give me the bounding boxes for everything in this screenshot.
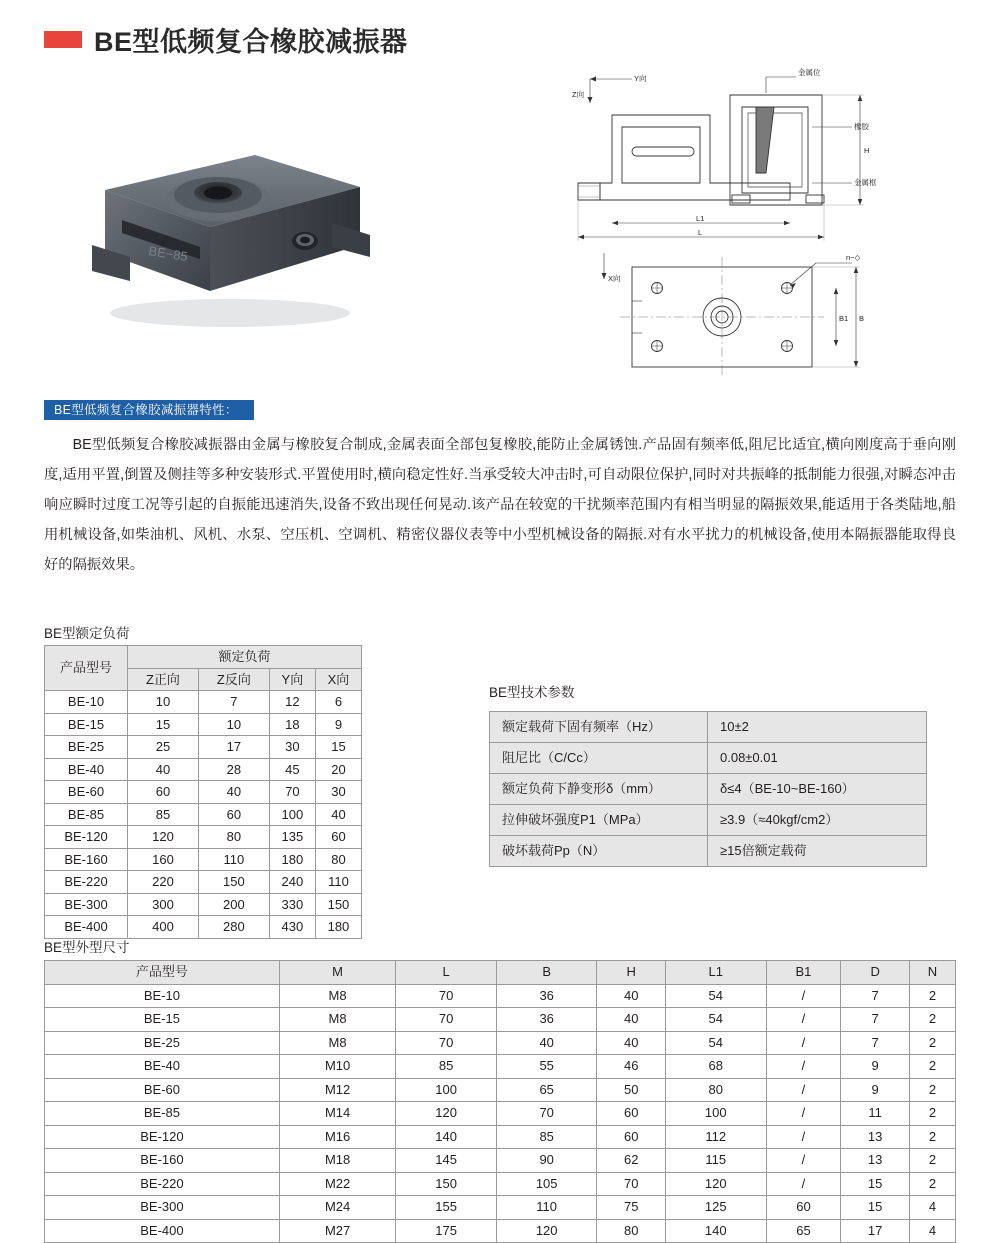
cell-model: BE-300 xyxy=(45,1196,280,1220)
cell-value: / xyxy=(766,1125,841,1149)
cell-param-name: 破坏载荷Pp（N） xyxy=(490,836,708,867)
cell-value: 60 xyxy=(597,1102,666,1126)
cell-value: 180 xyxy=(269,848,315,871)
cell-value: 36 xyxy=(496,1008,597,1032)
cell-param-value: δ≤4（BE-10~BE-160） xyxy=(708,774,927,805)
cell-value: 50 xyxy=(597,1078,666,1102)
cell-value: 40 xyxy=(315,803,361,826)
cell-value: 70 xyxy=(396,984,497,1008)
table-header-row xyxy=(45,961,956,985)
table-row xyxy=(45,893,362,916)
cell-value: 40 xyxy=(597,984,666,1008)
table-row xyxy=(45,1031,956,1055)
cell-value: 20 xyxy=(315,758,361,781)
cell-value: 17 xyxy=(198,736,269,759)
cell-value: 18 xyxy=(269,713,315,736)
cell-model: BE-25 xyxy=(45,736,128,759)
cell-value: 60 xyxy=(597,1125,666,1149)
cell-value: 2 xyxy=(909,1172,955,1196)
cell-model: BE-400 xyxy=(45,916,128,939)
cell-value: 40 xyxy=(198,781,269,804)
cell-value: / xyxy=(766,1149,841,1173)
cell-value: 70 xyxy=(269,781,315,804)
svg-text:n−◇: n−◇ xyxy=(846,253,861,262)
header-group-load: 额定负荷 xyxy=(128,646,362,669)
cell-value: 4 xyxy=(909,1219,955,1243)
cell-value: 15 xyxy=(841,1172,910,1196)
rated-load-table xyxy=(44,645,362,939)
cell-value: 100 xyxy=(396,1078,497,1102)
svg-text:L1: L1 xyxy=(696,214,705,223)
cell-value: 100 xyxy=(269,803,315,826)
header-h: H xyxy=(597,961,666,985)
cell-model: BE-160 xyxy=(45,1149,280,1173)
cell-value: 65 xyxy=(496,1078,597,1102)
cell-value: 430 xyxy=(269,916,315,939)
cell-value: 54 xyxy=(665,984,766,1008)
cell-value: 2 xyxy=(909,1102,955,1126)
cell-value: 80 xyxy=(597,1219,666,1243)
cell-value: M10 xyxy=(279,1055,395,1079)
tech-params-caption: BE型技术参数 xyxy=(489,685,575,700)
cell-value: 54 xyxy=(665,1031,766,1055)
header-y: Y向 xyxy=(269,668,315,691)
table-row xyxy=(45,871,362,894)
header-b1: B1 xyxy=(766,961,841,985)
cell-model: BE-15 xyxy=(45,1008,280,1032)
cell-param-value: 10±2 xyxy=(708,712,927,743)
cell-value: 220 xyxy=(128,871,199,894)
cell-value: 200 xyxy=(198,893,269,916)
table-row xyxy=(45,916,362,939)
cell-value: 62 xyxy=(597,1149,666,1173)
cell-value: 4 xyxy=(909,1196,955,1220)
header-l: L xyxy=(396,961,497,985)
cell-value: 140 xyxy=(665,1219,766,1243)
header-n: N xyxy=(909,961,955,985)
svg-text:X向: X向 xyxy=(608,274,621,283)
cell-value: 7 xyxy=(841,984,910,1008)
cell-value: 2 xyxy=(909,1078,955,1102)
dimensions-table xyxy=(44,960,956,1243)
table-row xyxy=(45,848,362,871)
cell-value: 80 xyxy=(198,826,269,849)
svg-text:L: L xyxy=(698,228,703,237)
header-b: B xyxy=(496,961,597,985)
cell-value: 150 xyxy=(396,1172,497,1196)
cell-model: BE-120 xyxy=(45,1125,280,1149)
cell-value: 90 xyxy=(496,1149,597,1173)
product-photo xyxy=(70,95,390,355)
svg-text:B: B xyxy=(859,314,865,323)
feature-band-title: BE型低频复合橡胶减振器特性： xyxy=(44,400,254,420)
cell-value: 40 xyxy=(128,758,199,781)
cell-value: 30 xyxy=(269,736,315,759)
cell-value: 125 xyxy=(665,1196,766,1220)
cell-value: 2 xyxy=(909,1125,955,1149)
cell-value: 36 xyxy=(496,984,597,1008)
table-row xyxy=(45,781,362,804)
cell-value: 105 xyxy=(496,1172,597,1196)
header-m: M xyxy=(279,961,395,985)
cell-value: 330 xyxy=(269,893,315,916)
cell-value: 160 xyxy=(128,848,199,871)
cell-model: BE-85 xyxy=(45,1102,280,1126)
svg-text:橡胶: 橡胶 xyxy=(854,122,869,131)
header-d: D xyxy=(841,961,910,985)
cell-value: 40 xyxy=(597,1031,666,1055)
cell-value: 110 xyxy=(198,848,269,871)
cell-model: BE-85 xyxy=(45,803,128,826)
table-row xyxy=(490,805,927,836)
cell-value: M8 xyxy=(279,984,395,1008)
cell-value: 400 xyxy=(128,916,199,939)
cell-model: BE-60 xyxy=(45,1078,280,1102)
header-l1: L1 xyxy=(665,961,766,985)
cell-model: BE-160 xyxy=(45,848,128,871)
cell-value: 60 xyxy=(315,826,361,849)
cell-model: BE-10 xyxy=(45,691,128,714)
svg-text:金属框: 金属框 xyxy=(854,178,877,187)
cell-model: BE-300 xyxy=(45,893,128,916)
cell-value: 280 xyxy=(198,916,269,939)
rated-load-caption: BE型额定负荷 xyxy=(44,626,130,641)
cell-value: 12 xyxy=(269,691,315,714)
cell-value: 120 xyxy=(665,1172,766,1196)
table-row xyxy=(45,1149,956,1173)
cell-value: 40 xyxy=(496,1031,597,1055)
cell-value: 135 xyxy=(269,826,315,849)
cell-value: / xyxy=(766,984,841,1008)
cell-value: 70 xyxy=(597,1172,666,1196)
cell-value: 145 xyxy=(396,1149,497,1173)
cell-value: 85 xyxy=(496,1125,597,1149)
feature-paragraph: BE型低频复合橡胶减振器由金属与橡胶复合制成,金属表面全部包复橡胶,能防止金属锈蚀.产品固有频率低,阻尼比适宜,横向刚度高于垂向刚度,适用平置,倒置及侧挂等多种安装形式.平置使用时,横向稳定性好.当承受较大冲击时,可自动限位保护,同时对共振峰的抵制能力很强,对瞬态冲击响应瞬时过度工况等引起的自振能迅速消失,设备不致出现任何晃动.该产品在较宽的干扰频率范围内有相当明显的隔振效果,能适用于各类陆地,船用机械设备,如柴油机、风机、水泵、空压机、空调机、精密仪器仪表等中小型机械设备的隔振.对有水平扰力的机械设备,使用本隔振器能取得良好的隔振效果。 xyxy=(44,437,956,573)
table-row xyxy=(490,774,927,805)
table-row xyxy=(45,826,362,849)
table-row xyxy=(45,1102,956,1126)
red-accent-bar xyxy=(44,31,82,48)
cell-value: 115 xyxy=(665,1149,766,1173)
cell-value: 15 xyxy=(128,713,199,736)
page-title: BE型低频复合橡胶减振器 xyxy=(94,27,408,57)
cell-value: 30 xyxy=(315,781,361,804)
cell-value: 17 xyxy=(841,1219,910,1243)
cell-param-name: 额定载荷下固有频率（Hz） xyxy=(490,712,708,743)
cell-value: 70 xyxy=(396,1031,497,1055)
cell-param-value: ≥15倍额定载荷 xyxy=(708,836,927,867)
table-row xyxy=(45,736,362,759)
cell-value: 175 xyxy=(396,1219,497,1243)
cell-param-name: 拉伸破坏强度P1（MPa） xyxy=(490,805,708,836)
cell-value: 11 xyxy=(841,1102,910,1126)
cell-value: 70 xyxy=(396,1008,497,1032)
cell-value: 45 xyxy=(269,758,315,781)
cell-value: 7 xyxy=(841,1031,910,1055)
svg-text:BE−85: BE−85 xyxy=(147,243,189,265)
table-row xyxy=(490,743,927,774)
cell-value: / xyxy=(766,1102,841,1126)
table-row xyxy=(490,712,927,743)
cell-value: M16 xyxy=(279,1125,395,1149)
cell-value: 110 xyxy=(315,871,361,894)
cell-param-name: 额定负荷下静变形δ（mm） xyxy=(490,774,708,805)
cell-value: 15 xyxy=(315,736,361,759)
svg-text:金属位: 金属位 xyxy=(798,68,821,77)
cell-value: 13 xyxy=(841,1125,910,1149)
svg-text:Z向: Z向 xyxy=(572,90,585,99)
cell-param-value: ≥3.9（≈40kgf/cm2） xyxy=(708,805,927,836)
table-row xyxy=(45,1078,956,1102)
cell-value: / xyxy=(766,1031,841,1055)
cell-value: 9 xyxy=(315,713,361,736)
header-model: 产品型号 xyxy=(45,961,280,985)
cell-value: 9 xyxy=(841,1055,910,1079)
cell-value: 2 xyxy=(909,1149,955,1173)
cell-value: / xyxy=(766,1172,841,1196)
table-row xyxy=(45,713,362,736)
cell-value: 150 xyxy=(198,871,269,894)
cell-value: 7 xyxy=(841,1008,910,1032)
table-row xyxy=(490,836,927,867)
cell-model: BE-15 xyxy=(45,713,128,736)
cell-value: M12 xyxy=(279,1078,395,1102)
cell-value: M8 xyxy=(279,1031,395,1055)
cell-model: BE-60 xyxy=(45,781,128,804)
cell-value: 120 xyxy=(396,1102,497,1126)
svg-text:B1: B1 xyxy=(839,314,849,323)
cell-value: 85 xyxy=(396,1055,497,1079)
cell-model: BE-120 xyxy=(45,826,128,849)
cell-value: 120 xyxy=(496,1219,597,1243)
cell-value: 150 xyxy=(315,893,361,916)
cell-value: 15 xyxy=(841,1196,910,1220)
cell-value: 2 xyxy=(909,1031,955,1055)
cell-value: 155 xyxy=(396,1196,497,1220)
cell-model: BE-40 xyxy=(45,1055,280,1079)
cell-value: 80 xyxy=(315,848,361,871)
cell-value: 7 xyxy=(198,691,269,714)
cell-value: 68 xyxy=(665,1055,766,1079)
table-row xyxy=(45,1055,956,1079)
header-x: X向 xyxy=(315,668,361,691)
cell-value: 10 xyxy=(128,691,199,714)
page-header xyxy=(44,20,408,59)
cell-value: 70 xyxy=(496,1102,597,1126)
cell-model: BE-25 xyxy=(45,1031,280,1055)
cell-value: M24 xyxy=(279,1196,395,1220)
cell-model: BE-40 xyxy=(45,758,128,781)
cell-value: 13 xyxy=(841,1149,910,1173)
cell-model: BE-220 xyxy=(45,1172,280,1196)
table-row xyxy=(45,758,362,781)
cell-value: M22 xyxy=(279,1172,395,1196)
cell-value: 54 xyxy=(665,1008,766,1032)
technical-drawing xyxy=(560,55,960,375)
cell-value: 85 xyxy=(128,803,199,826)
cell-value: 100 xyxy=(665,1102,766,1126)
cell-value: 10 xyxy=(198,713,269,736)
cell-param-value: 0.08±0.01 xyxy=(708,743,927,774)
header-z-negative: Z反向 xyxy=(198,668,269,691)
cell-value: / xyxy=(766,1055,841,1079)
cell-model: BE-400 xyxy=(45,1219,280,1243)
cell-value: 6 xyxy=(315,691,361,714)
cell-value: 300 xyxy=(128,893,199,916)
cell-value: 46 xyxy=(597,1055,666,1079)
cell-model: BE-10 xyxy=(45,984,280,1008)
cell-value: 60 xyxy=(128,781,199,804)
cell-value: 28 xyxy=(198,758,269,781)
cell-value: M8 xyxy=(279,1008,395,1032)
cell-value: 65 xyxy=(766,1219,841,1243)
cell-value: 2 xyxy=(909,1008,955,1032)
table-row xyxy=(45,1125,956,1149)
cell-value: 60 xyxy=(198,803,269,826)
cell-value: 55 xyxy=(496,1055,597,1079)
cell-value: / xyxy=(766,1008,841,1032)
cell-value: 240 xyxy=(269,871,315,894)
table-header-row xyxy=(45,646,362,669)
cell-value: 140 xyxy=(396,1125,497,1149)
cell-value: M27 xyxy=(279,1219,395,1243)
cell-value: 9 xyxy=(841,1078,910,1102)
svg-text:Y向: Y向 xyxy=(634,74,647,83)
table-row xyxy=(45,1008,956,1032)
table-row xyxy=(45,1196,956,1220)
cell-value: / xyxy=(766,1078,841,1102)
cell-value: 112 xyxy=(665,1125,766,1149)
cell-value: 2 xyxy=(909,1055,955,1079)
cell-param-name: 阻尼比（C/Cc） xyxy=(490,743,708,774)
cell-value: M14 xyxy=(279,1102,395,1126)
cell-value: 180 xyxy=(315,916,361,939)
cell-value: 80 xyxy=(665,1078,766,1102)
table-row xyxy=(45,1172,956,1196)
table-row xyxy=(45,984,956,1008)
cell-value: 110 xyxy=(496,1196,597,1220)
cell-value: 40 xyxy=(597,1008,666,1032)
cell-value: 75 xyxy=(597,1196,666,1220)
cell-value: M18 xyxy=(279,1149,395,1173)
cell-model: BE-220 xyxy=(45,871,128,894)
cell-value: 2 xyxy=(909,984,955,1008)
tech-params-table xyxy=(489,711,927,867)
header-model: 产品型号 xyxy=(45,646,128,691)
cell-value: 60 xyxy=(766,1196,841,1220)
table-row xyxy=(45,803,362,826)
header-z-positive: Z正向 xyxy=(128,668,199,691)
table-row xyxy=(45,691,362,714)
cell-value: 25 xyxy=(128,736,199,759)
svg-text:H: H xyxy=(864,146,870,155)
dimensions-caption: BE型外型尺寸 xyxy=(44,940,130,955)
cell-value: 120 xyxy=(128,826,199,849)
